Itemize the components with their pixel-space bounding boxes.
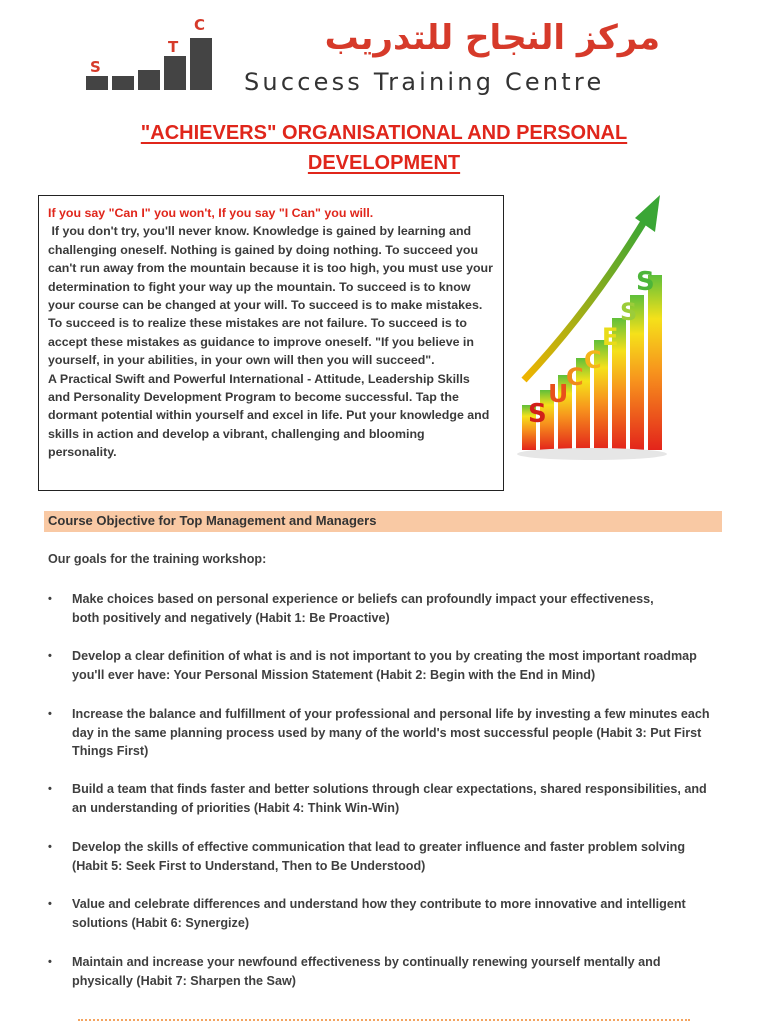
- goal-text: Make choices based on personal experience or beliefs can profoundly impact your effectiveness, both positively and negatively (Habit 1: Be Proactive): [72, 592, 654, 625]
- success-letter-3: C: [566, 363, 584, 391]
- success-letter-2: U: [548, 379, 569, 408]
- logo-bars-icon: [78, 12, 238, 96]
- section-heading: Course Objective for Top Management and Managers: [48, 513, 377, 528]
- program-description: A Practical Swift and Powerful International - Attitude, Leadership Skills and Personality Development Program to become successful. Tap the dormant potential within yourself and excel in life. Put your knowledge and skills in action and develop a vibrant, challenging and blooming personality.: [48, 371, 490, 460]
- page-title-line-1: "ACHIEVERS" ORGANISATIONAL AND PERSONAL: [140, 122, 628, 144]
- success-letter-1: S: [528, 399, 547, 429]
- goal-text: Develop the skills of effective communication that lead to greater influence and faster problem solving (Habit 5: Seek First to Understand, Then to Be Understood): [72, 840, 686, 873]
- success-growth-graphic: [510, 190, 670, 465]
- footer-divider: [78, 1019, 690, 1021]
- logo-letter-s: S: [90, 58, 101, 76]
- bullet-icon: •: [48, 898, 52, 910]
- company-logo: [78, 12, 678, 98]
- page-title: [80, 118, 688, 178]
- bullet-icon: •: [48, 956, 52, 968]
- goal-text: Increase the balance and fulfillment of your professional and personal life by investing a few minutes each day in the same planning process used by many of the world's most successful people (Habit 3: Put First Things First): [72, 707, 710, 758]
- quote-headline: If you say "Can I" you won't, If you say "I Can" you will.: [48, 206, 374, 220]
- goal-text: Value and celebrate differences and understand how they contribute to more innovative and intelligent solutions (Habit 6: Synergize): [72, 897, 686, 930]
- intro-quote-box: [38, 195, 504, 491]
- goal-text: Build a team that finds faster and better solutions through clear expectations, shared responsibilities, and an understanding of priorities (Habit 4: Think Win-Win): [72, 782, 707, 815]
- logo-letter-c: C: [194, 16, 206, 34]
- section-heading-bar: [44, 511, 722, 532]
- goals-intro: Our goals for the training workshop:: [48, 552, 267, 566]
- success-letter-6: S: [620, 298, 638, 326]
- bullet-icon: •: [48, 650, 52, 662]
- bullet-icon: •: [48, 841, 52, 853]
- bullet-icon: •: [48, 593, 52, 605]
- logo-letter-t: T: [168, 38, 179, 56]
- bullet-icon: •: [48, 783, 52, 795]
- success-letter-5: E: [602, 323, 619, 351]
- success-letter-7: S: [636, 267, 655, 297]
- bullet-icon: •: [48, 708, 52, 720]
- quote-body: If you don't try, you'll never know. Knowledge is gained by learning and challenging oneself. Nothing is gained by doing nothing. To succeed you can't run away from the mountain because it is too high, you must use your determination to fight your way up the mountain. To succeed is to know your course can be changed at your will. To succeed is to make mistakes. To succeed is to realize these mistakes are not failure. To succeed is to accept these mistakes as guidance to improve oneself. "If you believe in yourself, in your abilities, in your own will then you will succeed".: [48, 224, 497, 368]
- logo-english-name: Success Training Centre: [244, 68, 605, 96]
- logo-arabic-name: مركز النجاح للتدريب: [324, 18, 660, 58]
- success-letter-4: C: [584, 346, 602, 374]
- goal-text: Maintain and increase your newfound effectiveness by continually renewing yourself mentally and physically (Habit 7: Sharpen the Saw): [72, 955, 661, 988]
- page-title-line-2: DEVELOPMENT: [307, 152, 461, 174]
- goal-text: Develop a clear definition of what is and is not important to you by creating the most important roadmap you'll ever have: Your Personal Mission Statement (Habit 2: Begin with the End in Mind): [72, 649, 697, 682]
